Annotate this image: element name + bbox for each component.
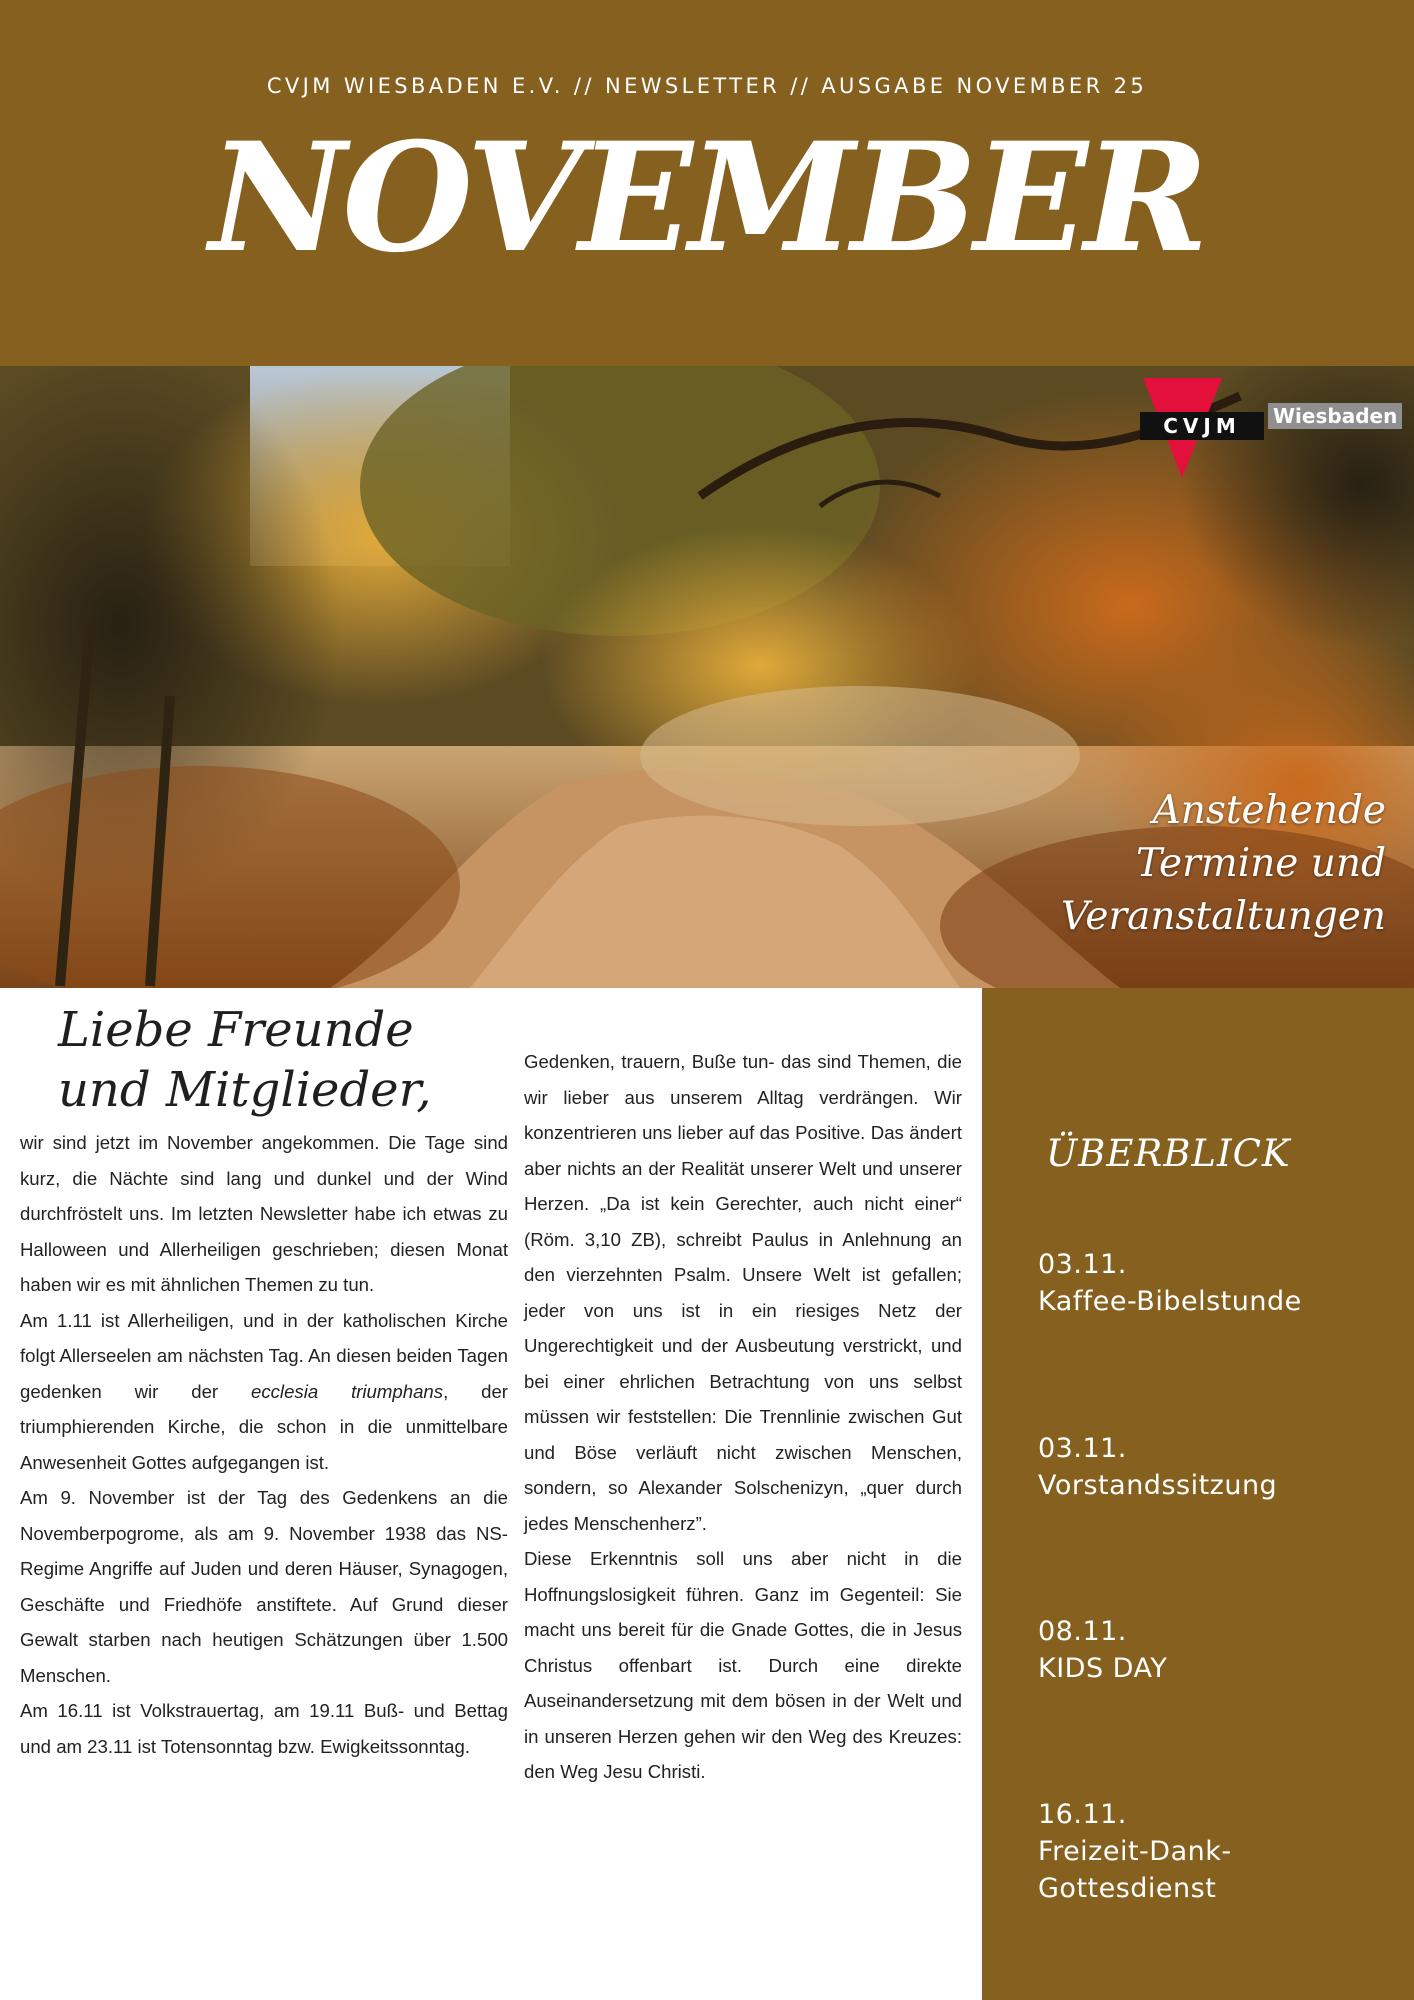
greeting-line: und Mitglieder, <box>58 1062 432 1118</box>
event-title: Kaffee-Bibelstunde <box>1038 1286 1302 1317</box>
hero-caption-line: Veranstaltungen <box>1060 894 1386 939</box>
event-title: Freizeit-Dank- <box>1038 1836 1232 1867</box>
event-date: 03.11. <box>1038 1249 1127 1280</box>
greeting-line: Liebe Freunde <box>58 1002 414 1058</box>
event-title: Vorstandssitzung <box>1038 1470 1278 1501</box>
article-paragraph <box>20 1303 508 1481</box>
article-paragraph: wir sind jetzt im November angekommen. Die Tage sind kurz, die Nächte sind lang und dunkel und der Wind durchfröstelt uns. Im letzten Newsletter habe ich etwas zu Halloween und Allerheiligen geschrieben; diesen Monat haben wir es mit ähnlichen Themen zu tun. <box>20 1132 508 1295</box>
article-text: Am 1.11 ist Allerheiligen, und in der katholischen Kirche folgt Allerseelen am nächsten Tag. An diesen beiden Tagen gedenken wir der <box>20 1309 508 1402</box>
month-title: NOVEMBER <box>209 110 1205 286</box>
event-item <box>1038 1246 1378 1320</box>
hero-caption <box>966 784 1386 943</box>
overview-title: ÜBERBLICK <box>1046 1132 1291 1175</box>
logo-wordmark: Wiesbaden <box>1268 403 1402 429</box>
article-text: , der triumphierenden Kirche, die schon in die unmittelbare Anwesenheit Gottes aufgegangen ist. <box>20 1380 508 1473</box>
event-item <box>1038 1796 1378 1907</box>
event-item <box>1038 1613 1378 1687</box>
article-column-left <box>20 1125 508 1764</box>
article-paragraph: Am 9. November ist der Tag des Gedenkens an die Novemberpogrome, als am 9. November 1938 das NS-Regime Angriffe auf Juden und deren Häuser, Synagogen, Geschäfte und Friedhöfe anstiftete. Auf Grund dieser Gewalt starben nach heutigen Schätzungen über 1.500 Menschen. <box>20 1487 508 1686</box>
event-title: KIDS DAY <box>1038 1653 1168 1684</box>
event-date: 03.11. <box>1038 1433 1127 1464</box>
article-column-right <box>524 1044 962 1790</box>
latin-term: ecclesia triumphans <box>251 1380 444 1402</box>
hero-caption-line: Termine und <box>1136 841 1386 886</box>
event-item <box>1038 1430 1378 1504</box>
event-date: 16.11. <box>1038 1799 1127 1830</box>
event-date: 08.11. <box>1038 1616 1127 1647</box>
logo-text: CVJM <box>1163 414 1241 438</box>
event-title: Gottesdienst <box>1038 1873 1217 1904</box>
article-paragraph: Diese Erkenntnis soll uns aber nicht in die Hoffnungslosigkeit führen. Ganz im Gegenteil: Sie macht uns bereit für die Gnade Gottes, die in Jesus Christus offenbart ist. Durch eine direkte Auseinandersetzung mit dem bösen in der Welt und in unseren Herzen gehen wir den Weg des Kreuzes: den Weg Jesu Christi. <box>524 1548 962 1782</box>
article-paragraph: Am 16.11 ist Volkstrauertag, am 19.11 Buß- und Bettag und am 23.11 ist Totensonntag bzw. Ewigkeitssonntag. <box>20 1700 508 1757</box>
hero-caption-line: Anstehende <box>1152 788 1386 833</box>
newsletter-kicker: CVJM WIESBADEN E.V. // NEWSLETTER // AUSGABE NOVEMBER 25 <box>266 74 1148 98</box>
greeting-heading <box>58 1000 498 1120</box>
article-paragraph: Gedenken, trauern, Buße tun- das sind Themen, die wir lieber aus unserem Alltag verdrängen. Wir konzentrieren uns lieber auf das Positive. Das ändert aber nichts an der Realität unserer Welt und unserer Herzen. „Da ist kein Gerechter, auch nicht einer“ (Röm. 3,10 ZB), schreibt Paulus in Anlehnung an den vierzehnten Psalm. Unsere Welt ist gefallen; jeder von uns ist in ein riesiges Netz der Ungerechtigkeit und der Ausbeutung verstrickt, und bei einer ehrlichen Betrachtung von uns selbst müssen wir feststellen: Die Trennlinie zwischen Gut und Böse verläuft nicht zwischen Menschen, sondern, so Alexander Solschenizyn, „quer durch jedes Menschenherz”. <box>524 1051 962 1534</box>
